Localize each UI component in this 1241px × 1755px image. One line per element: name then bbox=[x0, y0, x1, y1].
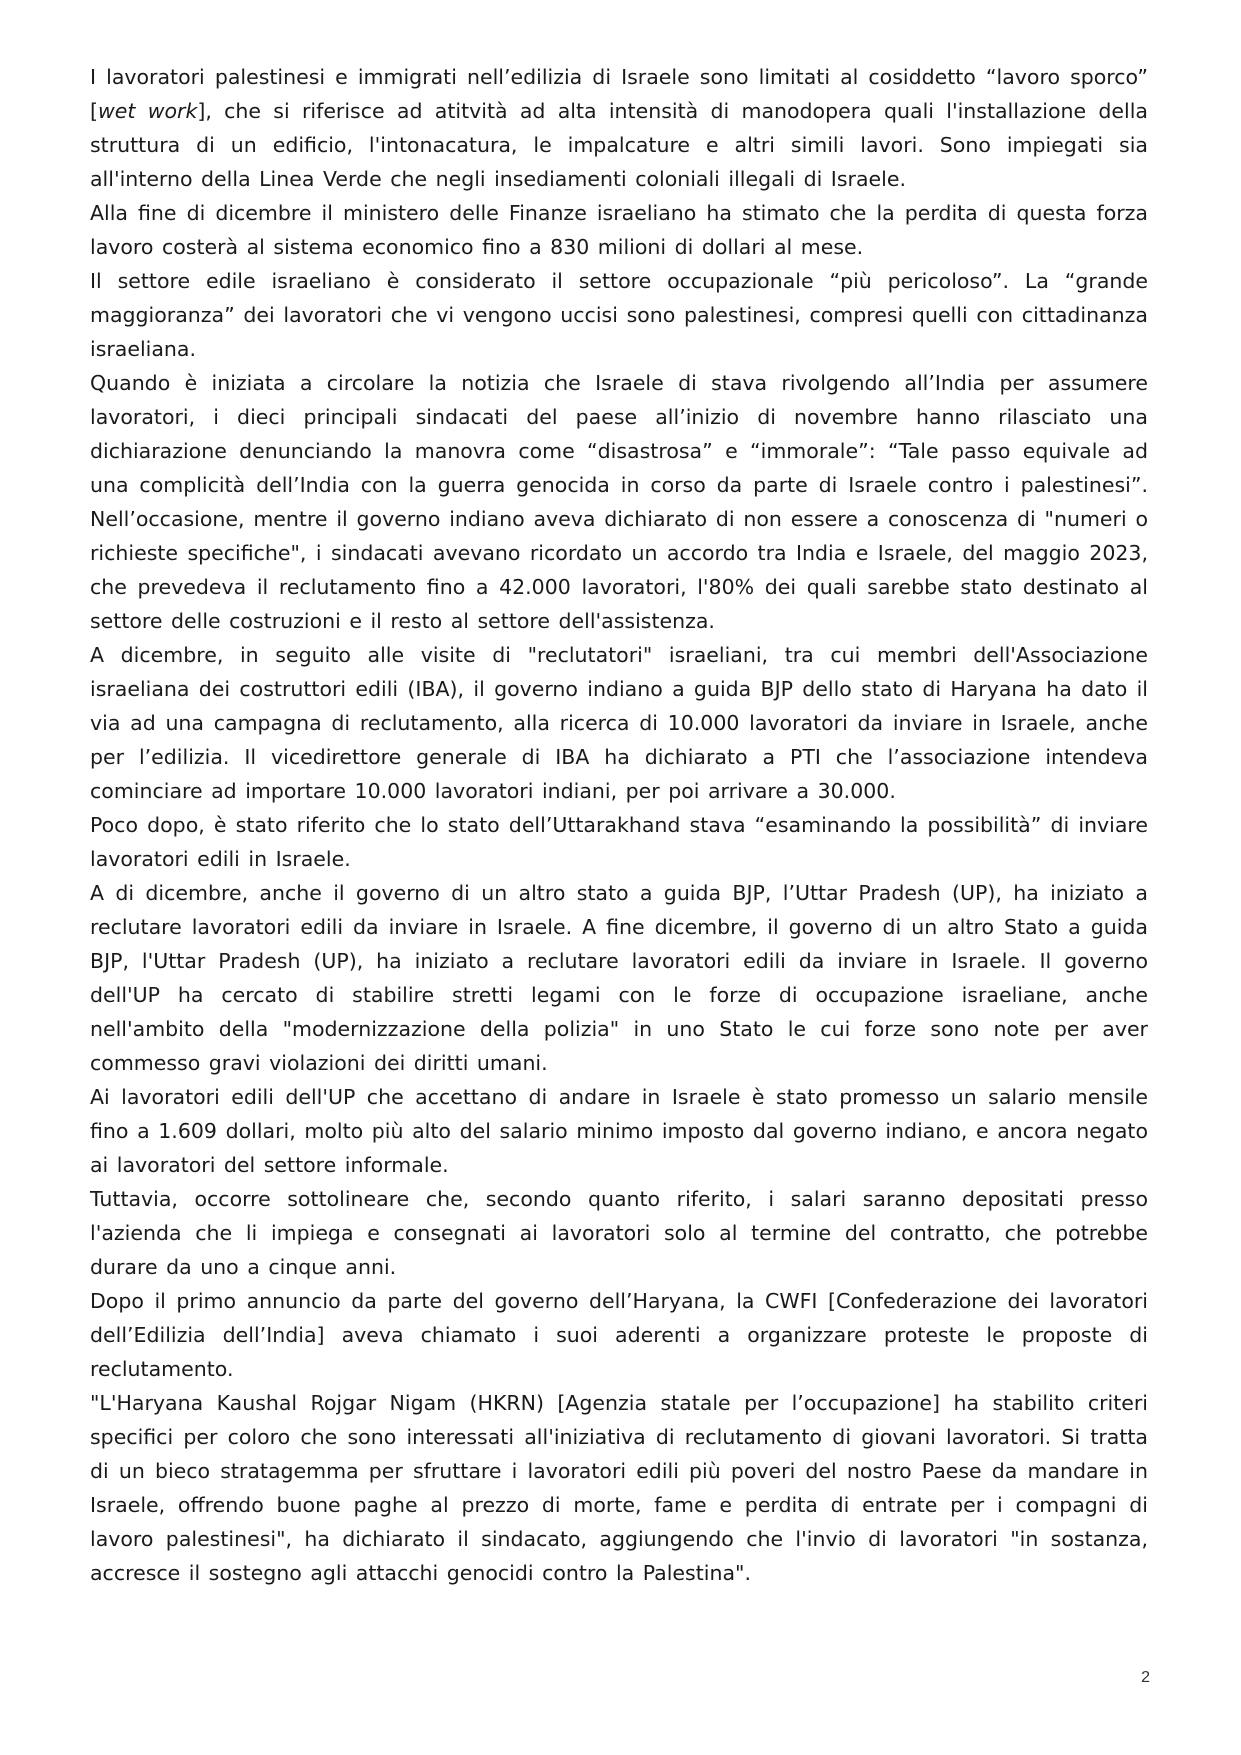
paragraph-haryana-recruitment: A dicembre, in seguito alle visite di "reclutatori" israeliani, tra cui membri dell'Associazione israeliana dei costruttori edili (IBA), il governo indiano a guida BJP dello stato di Haryana ha dato il via ad una campagna di reclutamento, alla ricerca di 10.000 lavoratori da inviare in Israele, anche per l’edilizia. Il vicedirettore generale di IBA ha dichiarato a PTI che l’associazione intendeva cominciare ad importare 10.000 lavoratori indiani, per poi arrivare a 30.000. bbox=[90, 643, 1148, 803]
paragraph-uttarakhand: Poco dopo, è stato riferito che lo stato dell’Uttarakhand stava “esaminando la possibilità” di inviare lavoratori edili in Israele. bbox=[90, 813, 1148, 871]
paragraph-salary: Ai lavoratori edili dell'UP che accettano di andare in Israele è stato promesso un salario mensile fino a 1.609 dollari, molto più alto del salario minimo imposto dal governo indiano, e ancora negato ai lavoratori del settore informale. bbox=[90, 1085, 1148, 1177]
body-text bbox=[90, 60, 1148, 1590]
paragraph-text: ], che si riferisce ad atitvità ad alta intensità di manodopera quali l'installazione della struttura di un edificio, l'intonacatura, le impalcature e altri simili lavori. Sono impiegati sia all'interno della Linea Verde che negli insediamenti coloniali illegali di Israele. bbox=[90, 99, 1148, 191]
page-number: 2 bbox=[1141, 1669, 1150, 1686]
paragraph-uttar-pradesh: A di dicembre, anche il governo di un altro stato a guida BJP, l’Uttar Pradesh (UP), ha iniziato a reclutare lavoratori edili da inviare in Israele. A fine dicembre, il governo di un altro Stato a guida BJP, l'Uttar Pradesh (UP), ha iniziato a reclutare lavoratori edili da inviare in Israele. Il governo dell'UP ha cercato di stabilire stretti legami con le forze di occupazione israeliane, anche nell'ambito della "modernizzazione della polizia" in uno Stato le cui forze sono note per aver commesso gravi violazioni dei diritti umani. bbox=[90, 881, 1148, 1075]
paragraph-deposit: Tuttavia, occorre sottolineare che, secondo quanto riferito, i salari saranno depositati presso l'azienda che li impiega e consegnati ai lavoratori solo al termine del contratto, che potrebbe durare da uno a cinque anni. bbox=[90, 1187, 1148, 1279]
paragraph-hkrn-quote: "L'Haryana Kaushal Rojgar Nigam (HKRN) [Agenzia statale per l’occupazione] ha stabilito criteri specifici per coloro che sono interessati all'iniziativa di reclutamento di giovani lavoratori. Si tratta di un bieco stratagemma per sfruttare i lavoratori edili più poveri del nostro Paese da mandare in Israele, offrendo buone paghe al prezzo di morte, fame e perdita di entrate per i compagni di lavoro palestinesi", ha dichiarato il sindacato, aggiungendo che l'invio di lavoratori "in sostanza, accresce il sostegno agli attacchi genocidi contro la Palestina". bbox=[90, 1391, 1148, 1585]
paragraph-finance-ministry: Alla fine di dicembre il ministero delle Finanze israeliano ha stimato che la perdita di questa forza lavoro costerà al sistema economico fino a 830 milioni di dollari al mese. bbox=[90, 201, 1148, 259]
italic-term: wet work bbox=[98, 99, 198, 123]
paragraph-construction-sector: Il settore edile israeliano è considerato il settore occupazionale “più pericoloso”. La “grande maggioranza” dei lavoratori che vi vengono uccisi sono palestinesi, compresi quelli con cittadinanza israeliana. bbox=[90, 269, 1148, 361]
paragraph-cwfi: Dopo il primo annuncio da parte del governo dell’Haryana, la CWFI [Confederazione dei lavoratori dell’Edilizia dell’India] aveva chiamato i suoi aderenti a organizzare proteste le proposte di reclutamento. bbox=[90, 1289, 1148, 1381]
paragraph-india-unions: Quando è iniziata a circolare la notizia che Israele di stava rivolgendo all’India per assumere lavoratori, i dieci principali sindacati del paese all’inizio di novembre hanno rilasciato una dichiarazione denunciando la manovra come “disastrosa” e “immorale”: “Tale passo equivale ad una complicità dell’India con la guerra genocida in corso da parte di Israele contro i palestinesi”. Nell’occasione, mentre il governo indiano aveva dichiarato di non essere a conoscenza di "numeri o richieste specifiche", i sindacati avevano ricordato un accordo tra India e Israele, del maggio 2023, che prevedeva il reclutamento fino a 42.000 lavoratori, l'80% dei quali sarebbe stato destinato al settore delle costruzioni e il resto al settore dell'assistenza. bbox=[90, 371, 1148, 633]
paragraph-text: I lavoratori palestinesi e immigrati nell’edilizia di Israele sono limitati al cosiddetto “lavoro sporco” [ bbox=[90, 65, 1148, 123]
paragraph-wet-work bbox=[90, 60, 1148, 196]
